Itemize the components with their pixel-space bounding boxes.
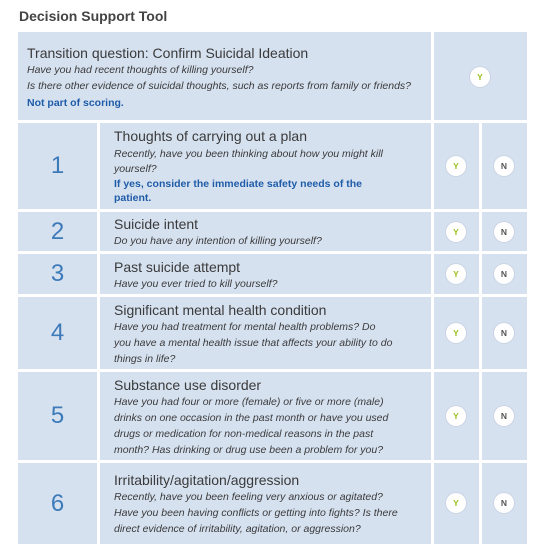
page-title: Decision Support Tool [19, 8, 168, 24]
question-4-title: Significant mental health condition [114, 302, 327, 318]
question-5-text-line3: drugs or medication for non-medical reasons in the past [114, 428, 374, 440]
question-3-no-button[interactable]: N [494, 264, 514, 284]
question-6-text-line2: Have you been having conflicts or getting into fights? Is there [114, 507, 398, 519]
question-4-number: 4 [50, 319, 65, 346]
question-5-no-button[interactable]: N [494, 406, 514, 426]
question-2-number: 2 [50, 217, 65, 245]
question-6-text-line1: Recently, have you been feeling very anxious or agitated? [114, 491, 383, 503]
question-1-title: Thoughts of carrying out a plan [114, 128, 308, 144]
question-2-title: Suicide intent [114, 216, 199, 232]
question-2-no-button[interactable]: N [494, 222, 514, 242]
question-4-no-button[interactable]: N [494, 323, 514, 343]
question-5-text-line1: Have you had four or more (female) or five or more (male) [114, 396, 384, 408]
question-6-number: 6 [50, 489, 65, 517]
question-1-text-line1: Recently, have you been thinking about how you might kill [114, 148, 383, 160]
question-4-text-line1: Have you had treatment for mental health problems? Do [114, 321, 376, 333]
question-6-text-line3: direct evidence of irritability, agitation, or aggression? [114, 523, 361, 535]
question-4-text-line3: things in life? [114, 353, 176, 365]
transition-text-line2: Is there other evidence of suicidal thoughts, such as reports from family or friends? [27, 80, 412, 92]
question-1-note-line1: If yes, consider the immediate safety needs of the [114, 178, 362, 190]
question-1-text-line2: yourself? [114, 163, 157, 175]
question-3-yes-button[interactable]: Y [446, 264, 466, 284]
question-1-yes-button[interactable]: Y [446, 156, 466, 176]
question-5-text-line4: month? Has drinking or drug use been a problem for you? [114, 444, 384, 456]
transition-title: Transition question: Confirm Suicidal Ideation [27, 45, 309, 61]
question-5-text-line2: drinks on one occasion in the past month or have you used [114, 412, 389, 424]
question-5-yes-button[interactable]: Y [446, 406, 466, 426]
transition-yes-button[interactable]: Y [470, 67, 490, 87]
question-4-yes-button[interactable]: Y [446, 323, 466, 343]
question-3-title: Past suicide attempt [114, 259, 241, 275]
question-6-no-button[interactable]: N [494, 493, 514, 513]
question-1-note-line2: patient. [114, 192, 152, 204]
question-1-number: 1 [50, 152, 65, 179]
question-3-number: 3 [50, 260, 65, 287]
question-4-text-line2: you have a mental health issue that affects your ability to do [114, 337, 393, 349]
question-3-text-line1: Have you ever tried to kill yourself? [114, 278, 278, 290]
question-1-no-button[interactable]: N [494, 156, 514, 176]
question-6-title: Irritability/agitation/aggression [114, 472, 300, 488]
question-6-yes-button[interactable]: Y [446, 493, 466, 513]
question-5-title: Substance use disorder [114, 377, 262, 393]
transition-note: Not part of scoring. [27, 97, 124, 109]
question-5-number: 5 [50, 402, 65, 429]
transition-text-line1: Have you had recent thoughts of killing yourself? [27, 64, 254, 76]
question-2-text-line1: Do you have any intention of killing yourself? [114, 235, 322, 247]
question-2-yes-button[interactable]: Y [446, 222, 466, 242]
